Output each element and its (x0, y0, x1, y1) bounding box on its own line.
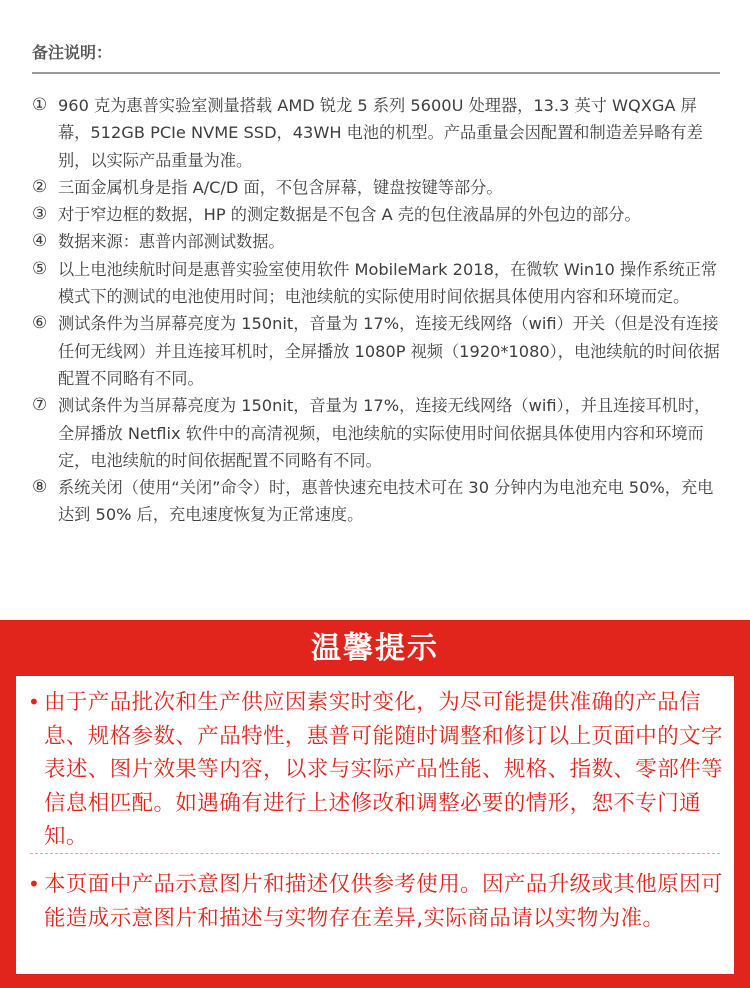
note-number: ⑤ (32, 258, 48, 279)
tip-item-2 (28, 868, 728, 935)
note-item-4 (32, 228, 722, 255)
note-text: 对于窄边框的数据，HP 的测定数据是不包含 A 壳的包住液晶屏的外包边的部分。 (58, 205, 641, 225)
bullet-icon: • (28, 690, 41, 714)
tips-panel (0, 620, 750, 988)
note-text: 以上电池续航时间是惠普实验室使用软件 MobileMark 2018，在微软 Win10 操作系统正常模式下的测试的电池使用时间；电池续航的实际使用时间依据具体使用内容和环境而定。 (58, 259, 718, 307)
note-item-8 (32, 474, 722, 529)
notes-title: 备注说明： (32, 43, 113, 62)
note-number: ④ (32, 231, 48, 252)
note-number: ⑥ (32, 313, 48, 334)
note-text: 系统关闭（使用“关闭”命令）时，惠普快速充电技术可在 30 分钟内为电池充电 50%，充电达到 50% 后，充电速度恢复为正常速度。 (58, 478, 714, 525)
note-item-6 (32, 310, 722, 392)
note-number: ① (32, 95, 48, 115)
note-item-2 (32, 174, 722, 201)
tips-divider (30, 853, 720, 854)
note-item-1 (32, 92, 722, 174)
tip-item-1 (28, 686, 728, 854)
notes-divider (32, 72, 720, 74)
note-text: 数据来源：惠普内部测试数据。 (58, 232, 285, 252)
note-text: 测试条件为当屏幕亮度为 150nit，音量为 17%，连接无线网络（wifi），并且连接耳机时，全屏播放 Netflix 软件中的高清视频，电池续航的实际使用时间依据具体使用内容和环境而定，电池续航的时间依据配置不同略有不同。 (58, 396, 711, 470)
note-number: ② (32, 176, 48, 197)
note-number: ⑦ (32, 395, 48, 416)
tip-text: 本页面中产品示意图片和描述仅供参考使用。因产品升级或其他原因可能造成示意图片和描述与实物存在差异,实际商品请以实物为准。 (44, 872, 723, 931)
tip-text: 由于产品批次和生产供应因素实时变化，为尽可能提供准确的产品信息、规格参数、产品特性，惠普可能随时调整和修订以上页面中的文字表述、图片效果等内容，以求与实际产品性能、规格、指数、零部件等信息相匹配。如遇确有进行上述修改和调整必要的情形，恕不专门通知。 (44, 690, 723, 849)
tips-title: 温馨提示 (311, 631, 439, 666)
note-text: 测试条件为当屏幕亮度为 150nit，音量为 17%，连接无线网络（wifi）开关（但是没有连接任何无线网）并且连接耳机时，全屏播放 1080P 视频（1920*1080），电池续航的时间依据配置不同略有不同。 (58, 314, 720, 388)
note-number: ⑧ (32, 477, 48, 498)
notes-list (32, 92, 722, 529)
note-text: 960 克为惠普实验室测量搭载 AMD 锐龙 5 系列 5600U 处理器，13.3 英寸 WQXGA 屏幕，512GB PCIe NVME SSD，43WH 电池的机型。产品重量会因配置和制造差异略有差别，以实际产品重量为准。 (58, 96, 703, 170)
note-item-7 (32, 392, 722, 474)
tips-box (16, 676, 734, 974)
note-text: 三面金属机身是指 A/C/D 面，不包含屏幕，键盘按键等部分。 (58, 177, 503, 197)
bullet-icon: • (28, 872, 41, 896)
note-item-3 (32, 201, 722, 228)
note-number: ③ (32, 204, 48, 225)
note-item-5 (32, 256, 722, 311)
